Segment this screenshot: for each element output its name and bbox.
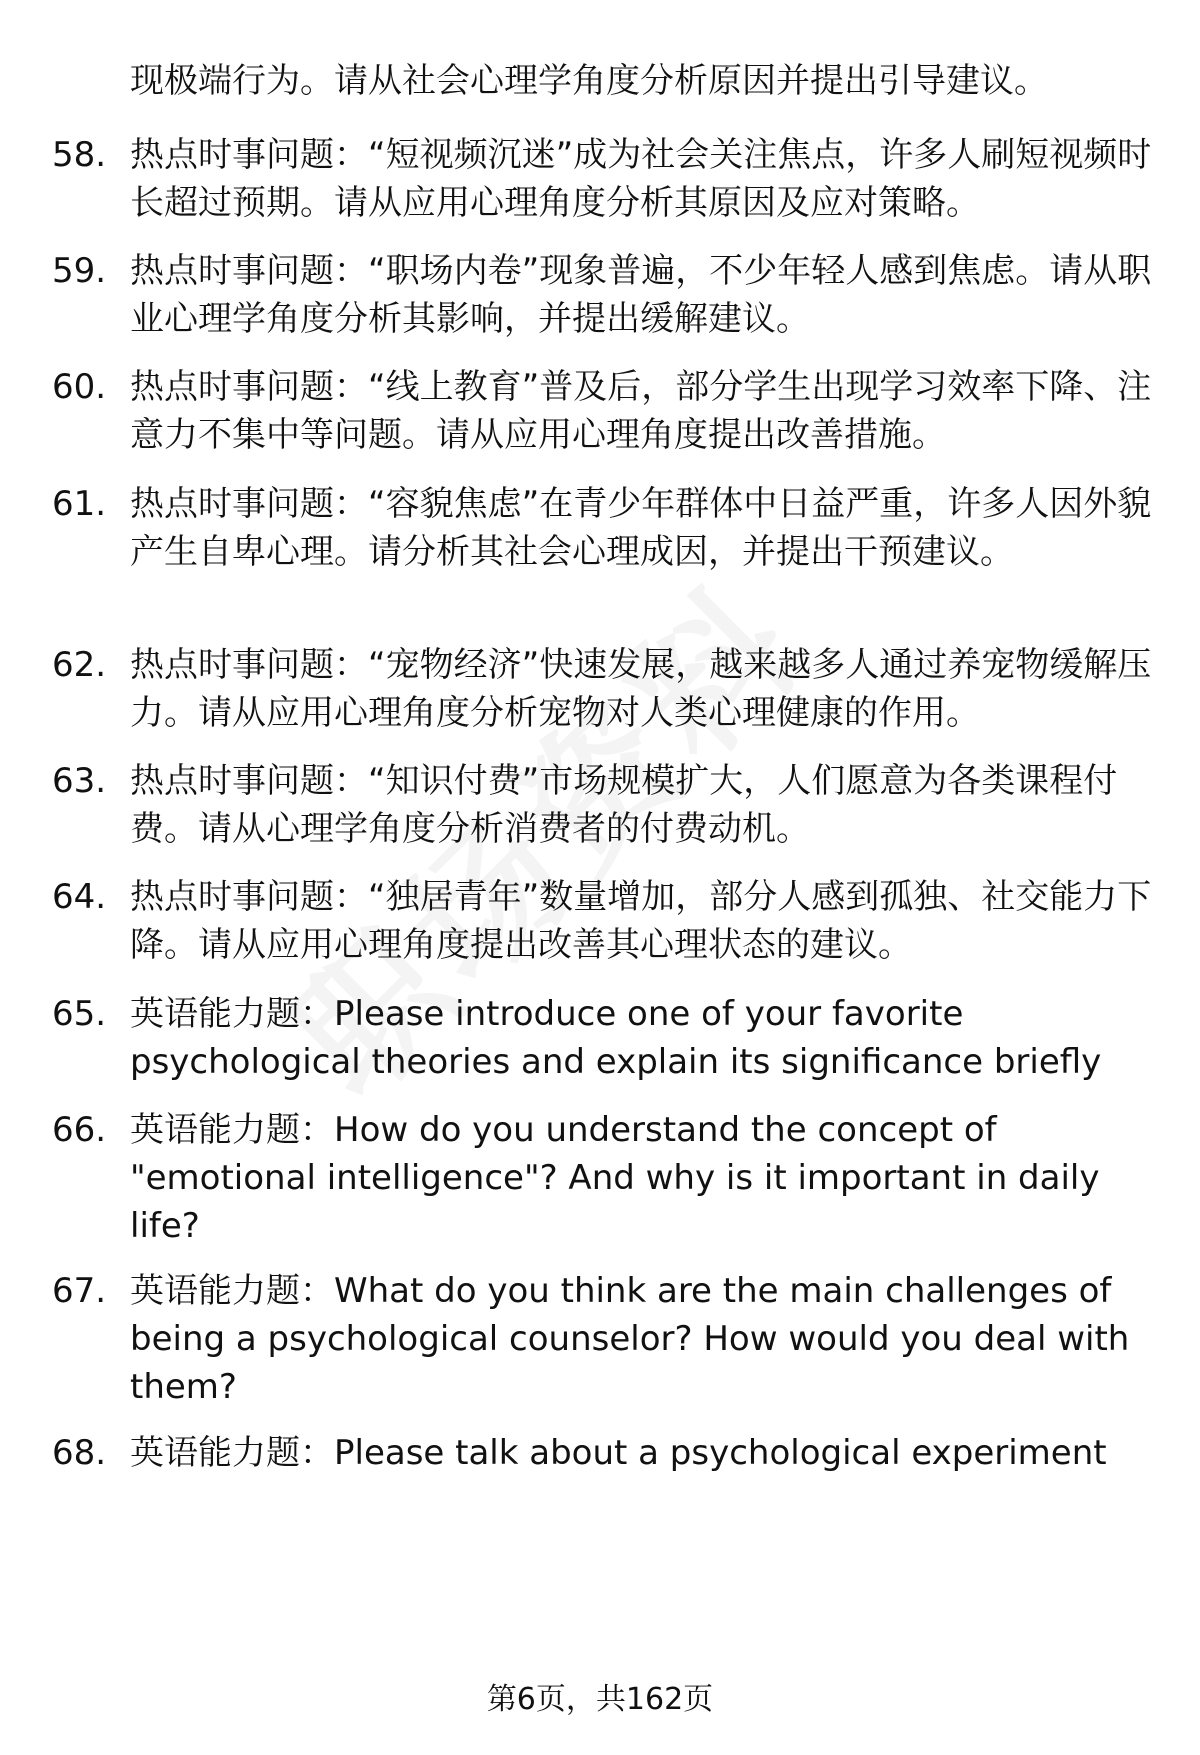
question-number: 62. [52, 645, 107, 685]
question-number: 58. [52, 135, 107, 175]
question-number: 68. [52, 1433, 107, 1473]
question-item [52, 247, 1162, 343]
question-number: 67. [52, 1271, 107, 1311]
question-item [52, 363, 1162, 459]
question-item [52, 873, 1162, 969]
question-number: 60. [52, 367, 107, 407]
question-number: 65. [52, 994, 107, 1034]
question-number: 61. [52, 484, 107, 524]
question-text: 英语能力题：How do you understand the concept of "emotional intelligence"? And why is it important in daily life? [130, 1110, 1100, 1246]
question-item [52, 480, 1162, 576]
question-text: 热点时事问题：“职场内卷”现象普遍，不少年轻人感到焦虑。请从职业心理学角度分析其影响，并提出缓解建议。 [130, 251, 1152, 339]
page-footer: 第6页，共162页 [486, 1682, 714, 1717]
question-text: 英语能力题：What do you think are the main challenges of being a psychological counselor? How would you deal with them? [130, 1271, 1130, 1407]
question-item [52, 641, 1162, 737]
question-text: 热点时事问题：“独居青年”数量增加，部分人感到孤独、社交能力下降。请从应用心理角度提出改善其心理状态的建议。 [130, 877, 1152, 965]
question-item [52, 990, 1162, 1086]
question-item [52, 131, 1162, 227]
question-item [52, 1429, 1162, 1477]
question-text: 热点时事问题：“线上教育”普及后，部分学生出现学习效率下降、注意力不集中等问题。请从应用心理角度提出改善措施。 [130, 367, 1152, 455]
question-text: 热点时事问题：“知识付费”市场规模扩大，人们愿意为各类课程付费。请从心理学角度分析消费者的付费动机。 [130, 761, 1118, 849]
question-text: 热点时事问题：“短视频沉迷”成为社会关注焦点，许多人刷短视频时长超过预期。请从应用心理角度分析其原因及应对策略。 [130, 135, 1152, 223]
question-text: 英语能力题：Please talk about a psychological experiment [130, 1433, 1107, 1473]
question-text: 热点时事问题：“容貌焦虑”在青少年群体中日益严重，许多人因外貌产生自卑心理。请分析其社会心理成因，并提出干预建议。 [130, 484, 1152, 572]
question-item [52, 1106, 1162, 1250]
question-number: 64. [52, 877, 107, 917]
question-number: 63. [52, 761, 107, 801]
question-text: 热点时事问题：“宠物经济”快速发展，越来越多人通过养宠物缓解压力。请从应用心理角度分析宠物对人类心理健康的作用。 [130, 645, 1152, 733]
question-number: 66. [52, 1110, 107, 1150]
question-item [52, 757, 1162, 853]
question-number: 59. [52, 251, 107, 291]
continuation-text: 现极端行为。请从社会心理学角度分析原因并提出引导建议。 [130, 61, 1048, 101]
question-item [52, 1267, 1162, 1411]
question-text: 英语能力题：Please introduce one of your favorite psychological theories and explain its significance briefly [130, 994, 1102, 1082]
